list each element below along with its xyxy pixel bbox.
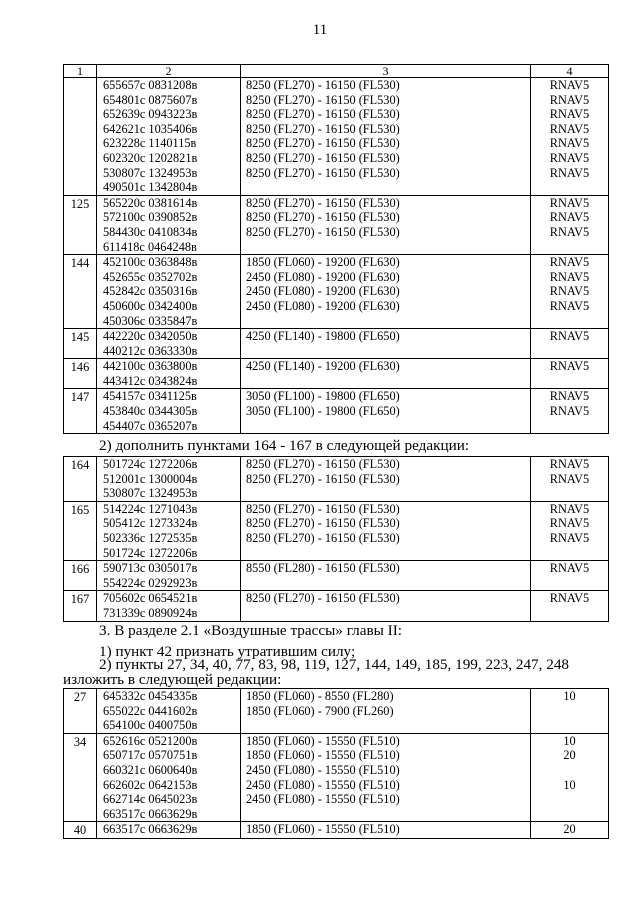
table-row: [64, 457, 609, 502]
nav-spec-value: RNAV5: [549, 284, 590, 299]
altitude-cell: [241, 195, 531, 254]
nav-spec-value: RNAV5: [549, 359, 590, 374]
altitude-range: 8250 (FL270) - 16150 (FL530): [246, 591, 400, 606]
altitude-range: 3050 (FL100) - 19800 (FL650): [246, 389, 400, 404]
altitude-range: 1850 (FL060) - 15550 (FL510): [246, 733, 400, 748]
altitude-cell: [241, 389, 531, 434]
coordinate-point: 453840с 0344305в: [103, 404, 198, 419]
altitude-range: 8250 (FL270) - 16150 (FL530): [246, 457, 400, 471]
nav-spec-cell: [531, 359, 609, 389]
coordinates-cell: [97, 822, 241, 839]
table-row: [64, 359, 609, 389]
nav-spec-value: RNAV5: [549, 471, 590, 486]
coordinate-point: 655022с 0441602в: [103, 703, 198, 718]
nav-spec-cell: [531, 501, 609, 560]
nav-spec-cell: [531, 457, 609, 502]
nav-spec-value: 20: [563, 822, 576, 837]
table-row: [64, 689, 609, 734]
coordinate-point: 490501с 1342804в: [103, 180, 198, 195]
nav-spec-value: RNAV5: [549, 404, 590, 419]
altitude-cell: [241, 255, 531, 329]
altitude-range: 1850 (FL060) - 19200 (FL630): [246, 255, 400, 270]
nav-spec-value: 10: [563, 777, 576, 792]
altitude-range: 4250 (FL140) - 19800 (FL650): [246, 329, 400, 344]
route-number: 167: [64, 591, 97, 621]
nav-spec-value: RNAV5: [549, 150, 590, 165]
altitude-range: 8250 (FL270) - 16150 (FL530): [246, 78, 400, 92]
coordinate-point: 501724с 1272206в: [103, 457, 198, 471]
nav-spec-value: RNAV5: [549, 457, 590, 471]
coordinate-point: 454157с 0341125в: [103, 389, 197, 404]
altitude-range: 8250 (FL270) - 16150 (FL530): [246, 107, 400, 122]
altitude-range: 4250 (FL140) - 19200 (FL630): [246, 359, 400, 374]
coordinate-point: 443412с 0343824в: [103, 373, 198, 388]
nav-spec-value: RNAV5: [549, 389, 590, 404]
coordinate-point: 662602с 0642153в: [103, 777, 198, 792]
nav-spec-value: RNAV5: [549, 224, 590, 239]
paragraph-section-2-1: 3. В разделе 2.1 «Воздушные трассы» главы II:: [99, 622, 402, 639]
altitude-range: 2450 (FL080) - 15550 (FL510): [246, 762, 400, 777]
nav-spec-value: RNAV5: [549, 92, 590, 107]
altitude-cell: [241, 733, 531, 822]
coordinates-cell: [97, 255, 241, 329]
altitude-cell: [241, 457, 531, 502]
nav-spec-value: RNAV5: [549, 210, 590, 225]
nav-spec-value: [531, 763, 608, 778]
header-col-2: 2: [97, 65, 241, 78]
altitude-range: 8250 (FL270) - 16150 (FL530): [246, 195, 400, 210]
altitude-range: 8250 (FL270) - 16150 (FL530): [246, 224, 400, 239]
table-row: [64, 389, 609, 434]
coordinates-cell: [97, 501, 241, 560]
coordinates-cell: [97, 195, 241, 254]
coordinate-point: 450306с 0335847в: [103, 313, 198, 328]
coordinate-point: 655657с 0831208в: [103, 78, 198, 92]
route-number: 125: [64, 195, 97, 254]
altitude-range: 8250 (FL270) - 16150 (FL530): [246, 501, 400, 516]
nav-spec-value: RNAV5: [549, 591, 590, 606]
coordinate-point: 584430с 0410834в: [103, 224, 198, 239]
route-number: 164: [64, 457, 97, 502]
nav-spec-value: RNAV5: [549, 530, 590, 545]
coordinate-point: 454407с 0365207в: [103, 418, 198, 433]
altitude-range: 8250 (FL270) - 16150 (FL530): [246, 210, 400, 225]
coordinate-point: 663517с 0663629в: [103, 822, 198, 837]
nav-spec-cell: [531, 561, 609, 591]
nav-spec-value: RNAV5: [549, 298, 590, 313]
coordinates-cell: [97, 78, 241, 196]
table-row: [64, 78, 609, 196]
nav-spec-cell: [531, 195, 609, 254]
altitude-range: 8250 (FL270) - 16150 (FL530): [246, 165, 400, 180]
table-row: [64, 255, 609, 329]
coordinates-cell: [97, 389, 241, 434]
table-row: [64, 561, 609, 591]
coordinate-point: 530807с 1324953в: [103, 165, 198, 180]
altitude-range: 8250 (FL270) - 16150 (FL530): [246, 471, 400, 486]
coordinates-cell: [97, 591, 241, 621]
page-number: 11: [312, 22, 328, 38]
coordinate-point: 611418с 0464248в: [103, 239, 197, 254]
table-row: [64, 195, 609, 254]
route-number: 166: [64, 561, 97, 591]
altitude-range: 2450 (FL080) - 19200 (FL630): [246, 269, 400, 284]
coordinate-point: 642621с 1035406в: [103, 121, 198, 136]
coordinate-point: 450600с 0342400в: [103, 298, 198, 313]
header-col-4: 4: [531, 65, 609, 78]
coordinate-point: 654801с 0875607в: [103, 92, 198, 107]
coordinate-point: 442220с 0342050в: [103, 329, 198, 344]
paragraph-add-items: 2) дополнить пунктами 164 - 167 в следующей редакции:: [99, 437, 470, 454]
altitude-cell: [241, 591, 531, 621]
coordinate-point: 623228с 1140115в: [103, 136, 197, 151]
altitude-range: 1850 (FL060) - 8550 (FL280): [246, 689, 394, 703]
route-number: 145: [64, 329, 97, 359]
paragraph-edit-note: изложить в следующей редакции:: [63, 671, 282, 688]
nav-spec-value: 10: [563, 689, 576, 703]
coordinate-point: 565220с 0381614в: [103, 195, 198, 210]
table-row: [64, 591, 609, 621]
altitude-range: 8250 (FL270) - 16150 (FL530): [246, 530, 400, 545]
airway-table-2: [63, 456, 609, 622]
nav-spec-cell: [531, 689, 609, 734]
table-row: [64, 733, 609, 822]
nav-spec-value: 10: [563, 733, 576, 748]
altitude-range: 2450 (FL080) - 15550 (FL510): [246, 777, 400, 792]
coordinate-point: 442100с 0363800в: [103, 359, 198, 374]
altitude-cell: [241, 359, 531, 389]
nav-spec-value: RNAV5: [549, 329, 590, 344]
nav-spec-value: RNAV5: [549, 121, 590, 136]
altitude-cell: [241, 501, 531, 560]
airway-table-3: [63, 688, 609, 839]
coordinates-cell: [97, 561, 241, 591]
coordinate-point: 505412с 1273324в: [103, 516, 198, 531]
coordinate-point: 572100с 0390852в: [103, 210, 198, 225]
coordinates-cell: [97, 457, 241, 502]
header-col-3: 3: [241, 65, 531, 78]
coordinate-point: 452100с 0363848в: [103, 255, 198, 270]
nav-spec-cell: [531, 329, 609, 359]
coordinate-point: 590713с 0305017в: [103, 561, 198, 576]
nav-spec-value: RNAV5: [549, 561, 590, 576]
route-number: 147: [64, 389, 97, 434]
coordinate-point: 602320с 1202821в: [103, 150, 198, 165]
nav-spec-cell: [531, 389, 609, 434]
header-col-1: 1: [64, 65, 97, 78]
altitude-cell: [241, 78, 531, 196]
coordinate-point: 705602с 0654521в: [103, 591, 198, 606]
nav-spec-value: RNAV5: [549, 516, 590, 531]
altitude-cell: [241, 689, 531, 734]
nav-spec-cell: [531, 822, 609, 839]
nav-spec-value: RNAV5: [549, 195, 590, 210]
coordinate-point: 731339с 0890924в: [103, 605, 198, 620]
table-header-row: [64, 65, 609, 78]
coordinate-point: 452842с 0350316в: [103, 284, 198, 299]
nav-spec-cell: [531, 255, 609, 329]
coordinates-cell: [97, 733, 241, 822]
nav-spec-cell: [531, 733, 609, 822]
altitude-range: 1850 (FL060) - 15550 (FL510): [246, 822, 400, 837]
altitude-cell: [241, 822, 531, 839]
nav-spec-value: RNAV5: [549, 501, 590, 516]
coordinate-point: 654100с 0400750в: [103, 718, 198, 733]
coordinate-point: 554224с 0292923в: [103, 575, 198, 590]
altitude-range: 8250 (FL270) - 16150 (FL530): [246, 136, 400, 151]
coordinate-point: 501724с 1272206в: [103, 545, 198, 560]
coordinate-point: 660321с 0600640в: [103, 762, 198, 777]
altitude-range: 2450 (FL080) - 15550 (FL510): [246, 792, 400, 807]
route-number: 165: [64, 501, 97, 560]
altitude-range: 8250 (FL270) - 16150 (FL530): [246, 150, 400, 165]
altitude-cell: [241, 329, 531, 359]
coordinate-point: 663517с 0663629в: [103, 806, 198, 821]
table-row: [64, 822, 609, 839]
route-number: [64, 78, 97, 196]
coordinate-point: 452655с 0352702в: [103, 269, 198, 284]
paragraph-items-list: 2) пункты 27, 34, 40, 77, 83, 98, 119, 127, 144, 149, 185, 199, 223, 247, 248: [99, 656, 570, 673]
nav-spec-value: RNAV5: [549, 136, 590, 151]
route-number: 34: [64, 733, 97, 822]
nav-spec-cell: [531, 591, 609, 621]
table-row: [64, 501, 609, 560]
altitude-range: 8550 (FL280) - 16150 (FL530): [246, 561, 400, 576]
route-number: 146: [64, 359, 97, 389]
altitude-range: 1850 (FL060) - 7900 (FL260): [246, 703, 394, 718]
coordinate-point: 440212с 0363330в: [103, 343, 198, 358]
coordinate-point: 652616с 0521200в: [103, 733, 198, 748]
nav-spec-value: 20: [563, 748, 576, 763]
nav-spec-value: RNAV5: [549, 255, 590, 270]
table-row: [64, 329, 609, 359]
coordinate-point: 662714с 0645023в: [103, 792, 198, 807]
coordinates-cell: [97, 689, 241, 734]
coordinates-cell: [97, 329, 241, 359]
altitude-range: 3050 (FL100) - 19800 (FL650): [246, 404, 400, 419]
coordinate-point: 502336с 1272535в: [103, 530, 198, 545]
airway-table-1: [63, 64, 609, 434]
altitude-range: 8250 (FL270) - 16150 (FL530): [246, 92, 400, 107]
altitude-cell: [241, 561, 531, 591]
coordinate-point: 645332с 0454335в: [103, 689, 198, 703]
nav-spec-cell: [531, 78, 609, 196]
coordinate-point: 514224с 1271043в: [103, 501, 198, 516]
coordinate-point: 650717с 0570751в: [103, 748, 198, 763]
altitude-range: 2450 (FL080) - 19200 (FL630): [246, 298, 400, 313]
altitude-range: 8250 (FL270) - 16150 (FL530): [246, 121, 400, 136]
nav-spec-value: RNAV5: [549, 78, 590, 92]
coordinate-point: 512001с 1300004в: [103, 471, 198, 486]
altitude-range: 1850 (FL060) - 15550 (FL510): [246, 748, 400, 763]
route-number: 27: [64, 689, 97, 734]
route-number: 144: [64, 255, 97, 329]
nav-spec-value: RNAV5: [549, 107, 590, 122]
coordinate-point: 652639с 0943223в: [103, 107, 198, 122]
altitude-range: 2450 (FL080) - 19200 (FL630): [246, 284, 400, 299]
paragraph-item-42: 1) пункт 42 признать утратившим силу;: [99, 643, 356, 660]
coordinate-point: 530807с 1324953в: [103, 486, 198, 501]
nav-spec-value: RNAV5: [549, 165, 590, 180]
route-number: 40: [64, 822, 97, 839]
coordinates-cell: [97, 359, 241, 389]
nav-spec-value: RNAV5: [549, 269, 590, 284]
altitude-range: 8250 (FL270) - 16150 (FL530): [246, 516, 400, 531]
